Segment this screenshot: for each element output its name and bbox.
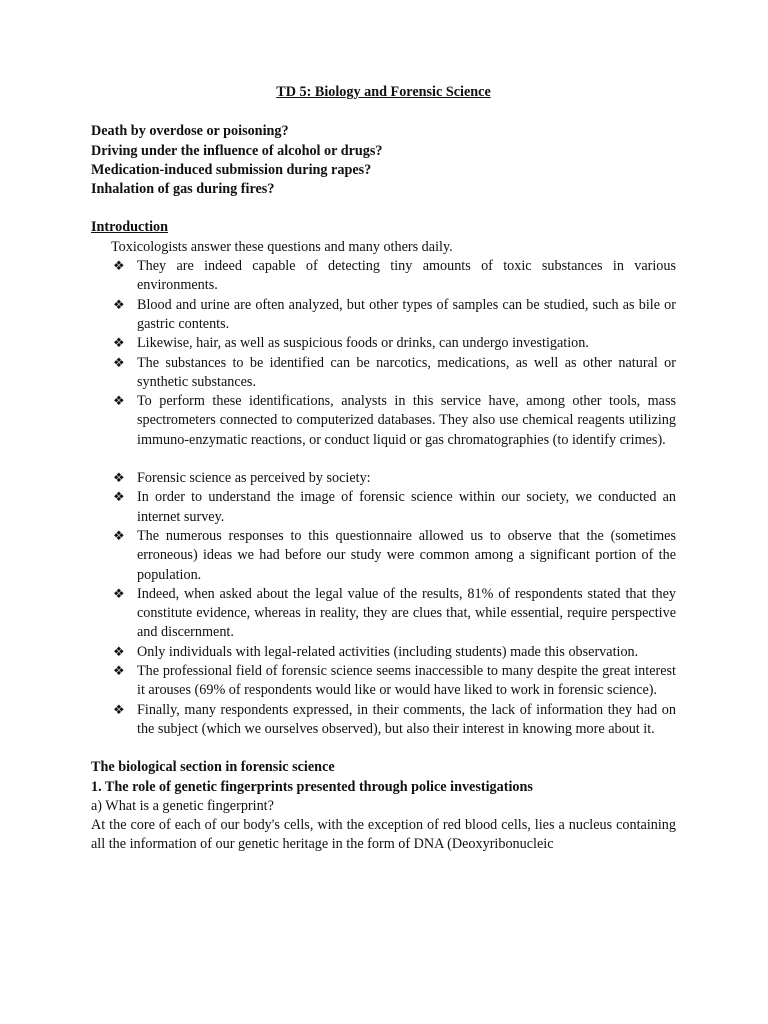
bullet-list-intro [91, 257, 676, 450]
diamond-bullet-icon: ❖ [113, 259, 125, 275]
bullet-list-society [91, 469, 676, 739]
section-heading: The biological section in forensic science [91, 759, 335, 776]
introduction-lead: Toxicologists answer these questions and many others daily. [111, 238, 453, 255]
diamond-bullet-icon: ❖ [113, 586, 125, 602]
list-item-text: Only individuals with legal-related activities (including students) made this observation. [137, 643, 639, 660]
list-item-text: In order to understand the image of forensic science within our society, we conducted an internet survey. [137, 489, 676, 525]
list-item-text: The substances to be identified can be narcotics, medications, as well as other natural or synthetic substances. [137, 354, 676, 390]
questions-block [91, 122, 676, 199]
list-item [91, 662, 676, 701]
list-item [91, 257, 676, 296]
body-paragraph: At the core of each of our body's cells, with the exception of red blood cells, lies a nucleus containing all the information of our genetic heritage in the form of DNA (Deoxyribonucleic [91, 817, 676, 853]
diamond-bullet-icon: ❖ [113, 644, 125, 660]
list-item-text: They are indeed capable of detecting tiny amounts of toxic substances in various environments. [137, 258, 676, 294]
spacer [91, 450, 676, 469]
list-item-text: The professional field of forensic science seems inaccessible to many despite the great interest it arouses (69% of respondents would like or would have liked to work in forensic science). [137, 663, 676, 699]
introduction-heading: Introduction [91, 219, 168, 236]
list-item [91, 643, 676, 662]
list-item [91, 392, 676, 450]
list-item [91, 354, 676, 393]
list-item-text: To perform these identifications, analysts in this service have, among other tools, mass spectrometers connected to computerized databases. They also use chemical reagents utilizing immuno-enzymatic reactions, or conduct liquid or gas chromatographies (to identify crimes). [137, 393, 676, 448]
list-item [91, 334, 676, 353]
question-line: Inhalation of gas during fires? [91, 181, 275, 198]
question-line: Medication-induced submission during rapes? [91, 161, 372, 178]
list-item [91, 469, 676, 488]
diamond-bullet-icon: ❖ [113, 355, 125, 371]
diamond-bullet-icon: ❖ [113, 702, 125, 718]
subsection-heading: 1. The role of genetic fingerprints presented through police investigations [91, 778, 533, 795]
diamond-bullet-icon: ❖ [113, 471, 125, 487]
list-item-text: Finally, many respondents expressed, in their comments, the lack of information they had on the subject (which we ourselves observed), but also their interest in knowing more about it. [137, 701, 676, 737]
subsection-question: a) What is a genetic fingerprint? [91, 797, 274, 814]
diamond-bullet-icon: ❖ [113, 336, 125, 352]
list-item [91, 488, 676, 527]
list-item [91, 296, 676, 335]
question-line: Driving under the influence of alcohol or drugs? [91, 142, 383, 159]
document-title: TD 5: Biology and Forensic Science [276, 84, 491, 100]
diamond-bullet-icon: ❖ [113, 297, 125, 313]
list-item-text: Forensic science as perceived by society: [137, 470, 371, 487]
list-item [91, 585, 676, 643]
diamond-bullet-icon: ❖ [113, 528, 125, 544]
list-item-text: The numerous responses to this questionnaire allowed us to observe that the (sometimes erroneous) ideas we had before our study were common among a significant portion of the population. [137, 527, 676, 583]
list-item [91, 527, 676, 585]
question-line: Death by overdose or poisoning? [91, 123, 289, 140]
diamond-bullet-icon: ❖ [113, 664, 125, 680]
document-page [91, 83, 676, 855]
diamond-bullet-icon: ❖ [113, 394, 125, 410]
list-item-text: Indeed, when asked about the legal value of the results, 81% of respondents stated that they constitute evidence, whereas in reality, they are clues that, while essential, require perspective and discernment. [137, 585, 676, 641]
list-item-text: Blood and urine are often analyzed, but other types of samples can be studied, such as bile or gastric contents. [137, 296, 676, 332]
diamond-bullet-icon: ❖ [113, 490, 125, 506]
list-item [91, 701, 676, 740]
list-item-text: Likewise, hair, as well as suspicious foods or drinks, can undergo investigation. [137, 335, 589, 352]
